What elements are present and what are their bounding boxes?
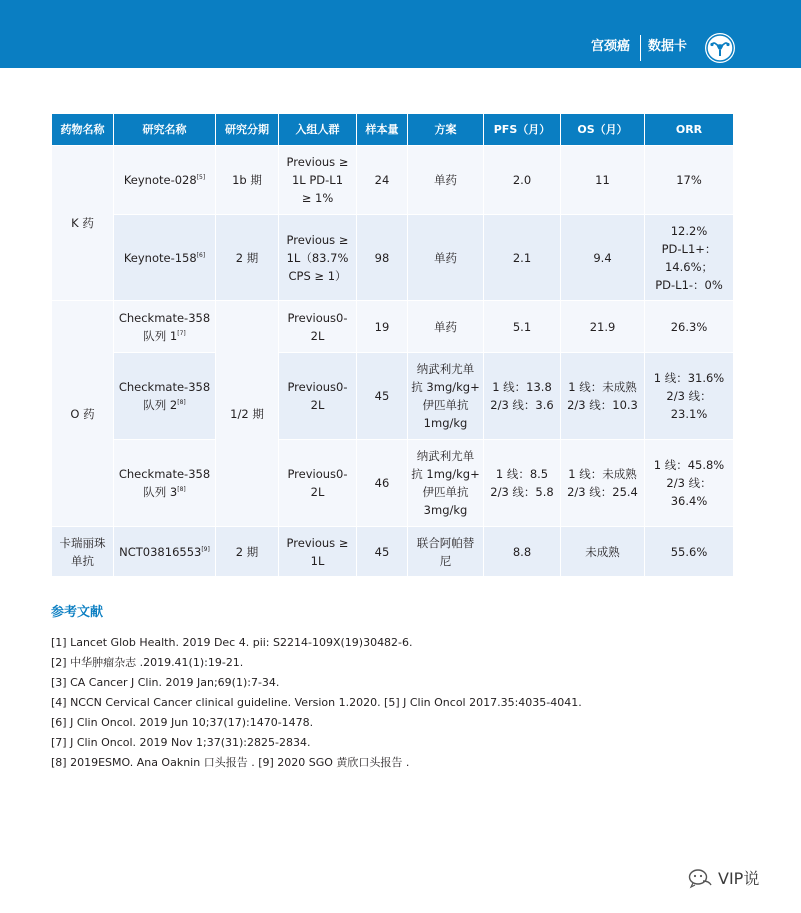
regimen-cell: 联合阿帕替 尼 (408, 527, 484, 577)
phase-cell: 1b 期 (216, 146, 279, 215)
drug-cell: O 药 (52, 301, 114, 527)
sample-size-cell: 98 (357, 215, 408, 301)
col-header-phase: 研究分期 (216, 114, 279, 146)
wechat-official-account-icon (688, 868, 714, 890)
references-title: 参考文献 (51, 605, 104, 620)
regimen-cell: 单药 (408, 301, 484, 353)
pfs-cell: 5.1 (484, 301, 561, 353)
study-cell: NCT03816553[9] (114, 527, 216, 577)
header-category-title: 数据卡 (648, 39, 688, 54)
sample-size-cell: 45 (357, 353, 408, 440)
col-header-population: 入组人群 (279, 114, 357, 146)
pfs-cell: 1 线：13.8 2/3 线：3.6 (484, 353, 561, 440)
regimen-cell: 纳武利尤单 抗 1mg/kg+ 伊匹单抗 3mg/kg (408, 440, 484, 527)
col-header-orr: ORR (645, 114, 734, 146)
orr-cell: 1 线：31.6% 2/3 线： 23.1% (645, 353, 734, 440)
uterus-icon (705, 33, 735, 63)
watermark (688, 866, 788, 892)
col-header-regimen: 方案 (408, 114, 484, 146)
pfs-cell: 8.8 (484, 527, 561, 577)
header-section-title: 宫颈癌 (591, 39, 631, 54)
orr-cell: 17% (645, 146, 734, 215)
reference-item: [4] NCCN Cervical Cancer clinical guideline. Version 1.2020. [5] J Clin Oncol 2017.35:4035-4041. (51, 696, 582, 709)
header-divider (640, 35, 641, 61)
study-cell: Checkmate-358 队列 1[7] (114, 301, 216, 353)
population-cell: Previous ≥ 1L PD-L1 ≥ 1% (279, 146, 357, 215)
col-header-sample-size: 样本量 (357, 114, 408, 146)
population-cell: Previous0- 2L (279, 353, 357, 440)
reference-item: [1] Lancet Glob Health. 2019 Dec 4. pii: S2214-109X(19)30482-6. (51, 636, 413, 649)
sample-size-cell: 19 (357, 301, 408, 353)
table-row (52, 215, 734, 301)
population-cell: Previous0- 2L (279, 440, 357, 527)
sample-size-cell: 24 (357, 146, 408, 215)
header-bar (0, 0, 801, 68)
os-cell: 21.9 (561, 301, 645, 353)
table-row (52, 527, 734, 577)
study-cell: Keynote-028[5] (114, 146, 216, 215)
pfs-cell: 2.1 (484, 215, 561, 301)
table-row (52, 353, 734, 440)
orr-cell: 1 线：45.8% 2/3 线： 36.4% (645, 440, 734, 527)
reference-item: [8] 2019ESMO. Ana Oaknin 口头报告 . [9] 2020 SGO 黄欣口头报告 . (51, 756, 410, 769)
sample-size-cell: 46 (357, 440, 408, 527)
os-cell: 11 (561, 146, 645, 215)
regimen-cell: 单药 (408, 215, 484, 301)
table-header-row (52, 114, 734, 146)
drug-cell: 卡瑞丽珠 单抗 (52, 527, 114, 577)
os-cell: 1 线：未成熟 2/3 线：10.3 (561, 353, 645, 440)
phase-cell: 1/2 期 (216, 301, 279, 527)
orr-cell: 12.2% PD-L1+： 14.6%； PD-L1-：0% (645, 215, 734, 301)
population-cell: Previous ≥ 1L (279, 527, 357, 577)
orr-cell: 26.3% (645, 301, 734, 353)
pfs-cell: 1 线：8.5 2/3 线：5.8 (484, 440, 561, 527)
reference-item: [7] J Clin Oncol. 2019 Nov 1;37(31):2825-2834. (51, 736, 311, 749)
study-cell: Checkmate-358 队列 2[8] (114, 353, 216, 440)
col-header-os: OS（月） (561, 114, 645, 146)
clinical-trials-table (51, 113, 734, 577)
drug-cell: K 药 (52, 146, 114, 301)
sample-size-cell: 45 (357, 527, 408, 577)
col-header-drug: 药物名称 (52, 114, 114, 146)
os-cell: 9.4 (561, 215, 645, 301)
study-cell: Checkmate-358 队列 3[8] (114, 440, 216, 527)
table-row (52, 301, 734, 353)
reference-item: [3] CA Cancer J Clin. 2019 Jan;69(1):7-34. (51, 676, 280, 689)
regimen-cell: 单药 (408, 146, 484, 215)
population-cell: Previous ≥ 1L（83.7% CPS ≥ 1） (279, 215, 357, 301)
table-row (52, 440, 734, 527)
phase-cell: 2 期 (216, 527, 279, 577)
reference-item: [2] 中华肿瘤杂志 .2019.41(1):19-21. (51, 656, 244, 669)
regimen-cell: 纳武利尤单 抗 3mg/kg+ 伊匹单抗 1mg/kg (408, 353, 484, 440)
col-header-pfs: PFS（月） (484, 114, 561, 146)
os-cell: 1 线：未成熟 2/3 线：25.4 (561, 440, 645, 527)
reference-item: [6] J Clin Oncol. 2019 Jun 10;37(17):1470-1478. (51, 716, 314, 729)
watermark-text: VIP说 (718, 869, 760, 888)
col-header-study: 研究名称 (114, 114, 216, 146)
pfs-cell: 2.0 (484, 146, 561, 215)
population-cell: Previous0- 2L (279, 301, 357, 353)
study-cell: Keynote-158[6] (114, 215, 216, 301)
phase-cell: 2 期 (216, 215, 279, 301)
os-cell: 未成熟 (561, 527, 645, 577)
orr-cell: 55.6% (645, 527, 734, 577)
references-section (51, 604, 751, 773)
table-row (52, 146, 734, 215)
